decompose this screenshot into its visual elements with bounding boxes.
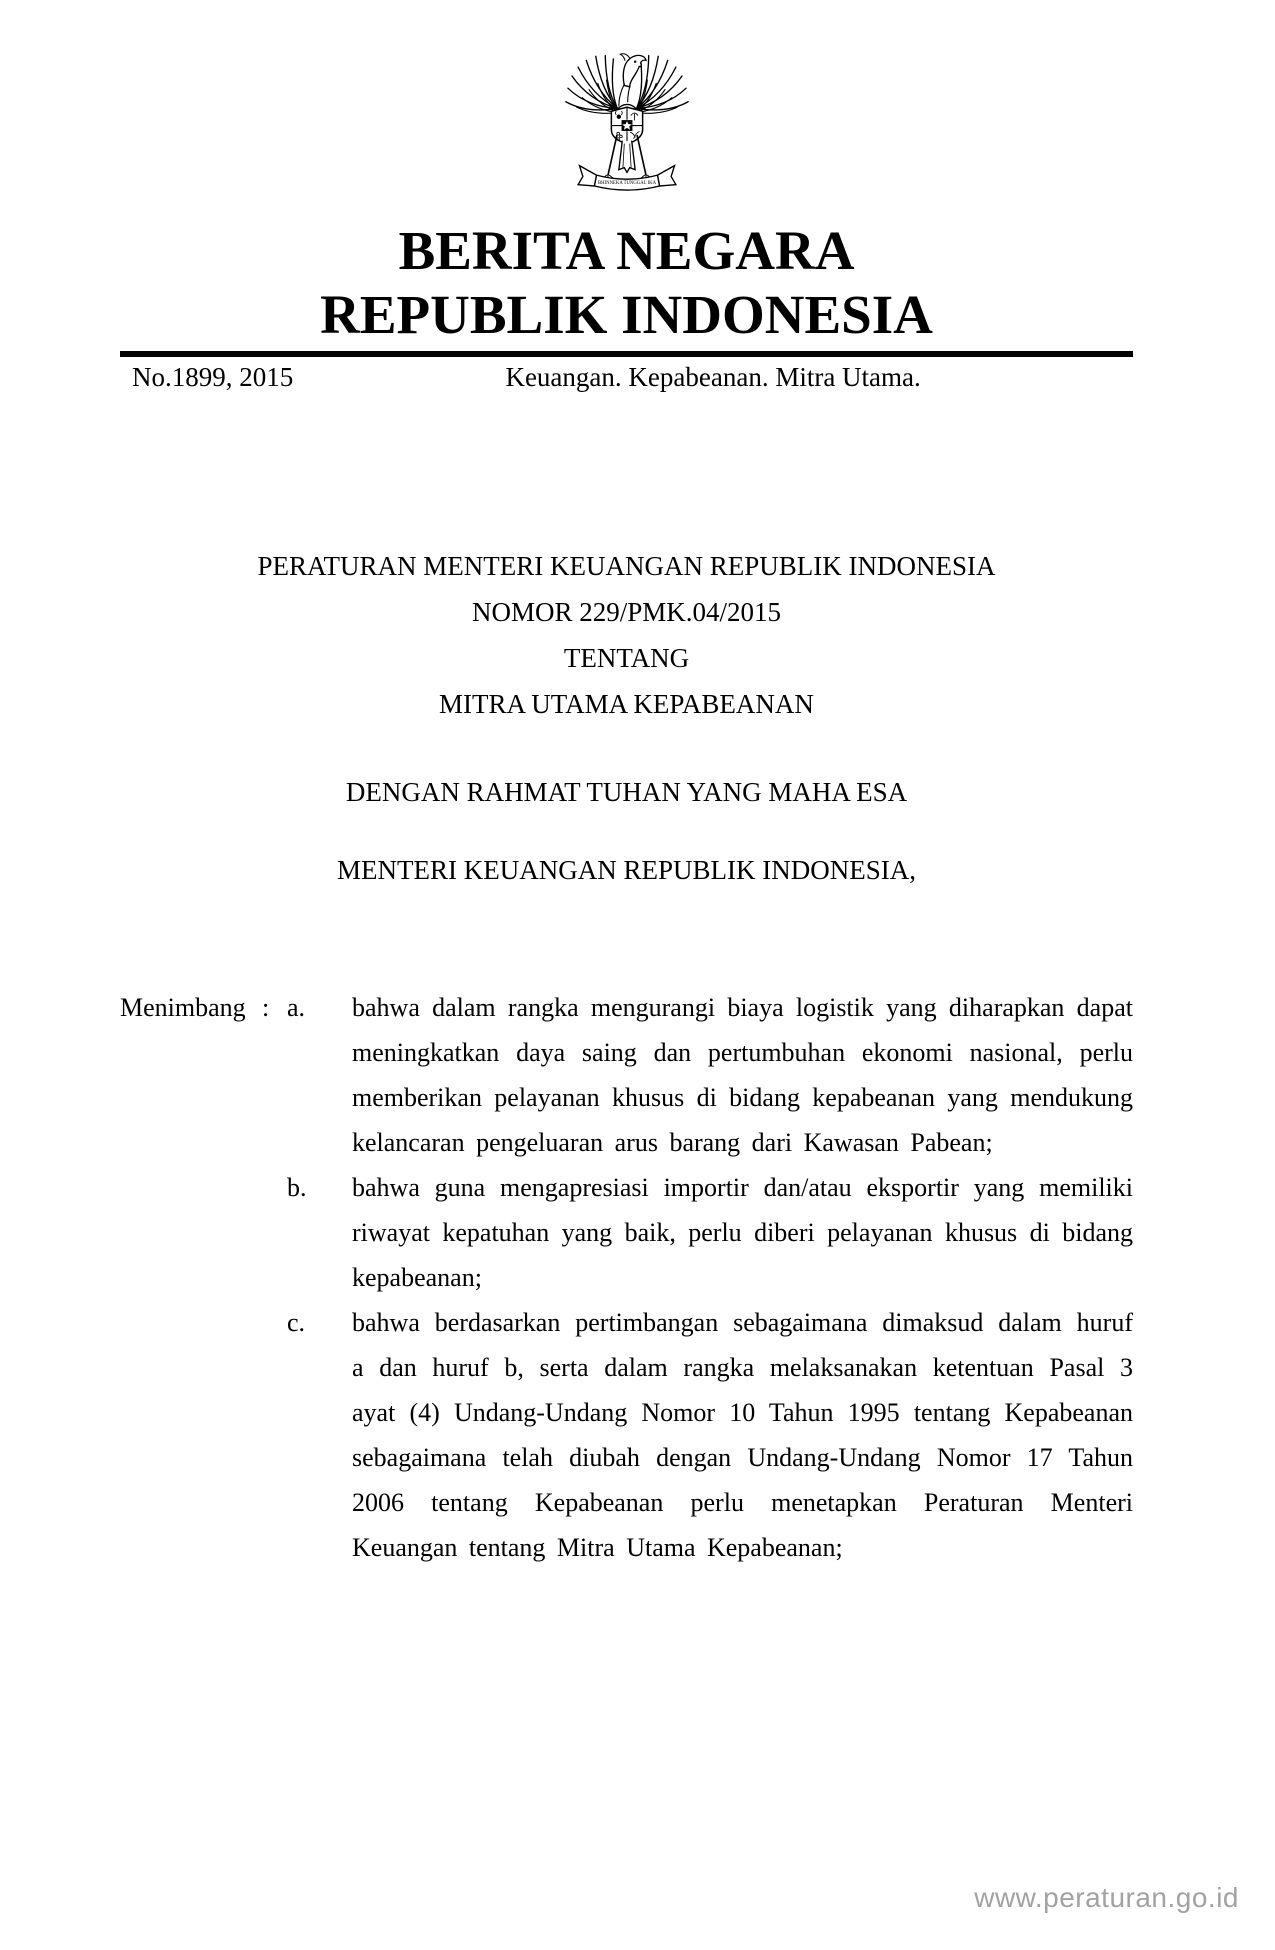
masthead (120, 0, 1133, 205)
item-text: bahwa dalam rangka mengurangi biaya logistik yang diharapkan dapat meningkatkan daya saing dan pertumbuhan ekonomi nasional, perlu memberikan pelayanan khusus di bidang kepabeanan yang mendukung kelancaran pengeluaran arus barang dari Kawasan Pabean; (352, 993, 1133, 1157)
regulation-heading-line-1: PERATURAN MENTERI KEUANGAN REPUBLIK INDONESIA (257, 551, 996, 581)
item-marker: b. (287, 1173, 307, 1202)
item-text: bahwa berdasarkan pertimbangan sebagaimana dimaksud dalam huruf a dan huruf b, serta dalam rangka melaksanakan ketentuan Pasal 3 ayat (4) Undang-Undang Nomor 10 Tahun 1995 tentang Kepabeanan sebagaimana telah diubah dengan Undang-Undang Nomor 17 Tahun 2006 tentang Kepabeanan perlu menetapkan Peraturan Menteri Keuangan tentang Mitra Utama Kepabeanan; (352, 1308, 1133, 1562)
menimbang-colon: : (262, 993, 270, 1022)
consideration-item (120, 985, 1133, 1165)
garuda-pancasila-emblem (559, 42, 695, 205)
official-line: MENTERI KEUANGAN REPUBLIK INDONESIA, (337, 855, 916, 885)
emblem-motto-text: BHINNEKA TUNGGAL IKA (597, 180, 656, 186)
issue-subject: Keuangan. Kepabeanan. Mitra Utama. (505, 362, 921, 392)
issue-row (120, 361, 1133, 393)
item-marker: c. (287, 1308, 306, 1337)
footer-url: www.peraturan.go.id (974, 1882, 1239, 1913)
issue-number: No.1899, 2015 (132, 362, 294, 392)
consideration-item (120, 1300, 1133, 1570)
gazette-title-line1: BERITA NEGARA (398, 220, 855, 281)
menimbang-label: Menimbang (120, 993, 246, 1022)
regulation-heading-line-4: MITRA UTAMA KEPABEANAN (439, 689, 814, 719)
item-text: bahwa guna mengapresiasi importir dan/atau eksportir yang memiliki riwayat kepatuhan yang baik, perlu diberi pelayanan khusus di bidang kepabeanan; (352, 1173, 1133, 1292)
gazette-title (120, 219, 1133, 347)
regulation-heading (120, 543, 1133, 727)
invocation-line: DENGAN RAHMAT TUHAN YANG MAHA ESA (345, 777, 908, 807)
regulation-heading-line-2: NOMOR 229/PMK.04/2015 (471, 597, 782, 627)
item-marker: a. (287, 993, 306, 1022)
masthead-divider-rule (120, 351, 1133, 357)
regulation-heading-line-3: TENTANG (563, 643, 690, 673)
consideration-item (120, 1165, 1133, 1300)
gazette-title-line2: REPUBLIK INDONESIA (320, 284, 933, 345)
considerations-section (120, 985, 1133, 1570)
